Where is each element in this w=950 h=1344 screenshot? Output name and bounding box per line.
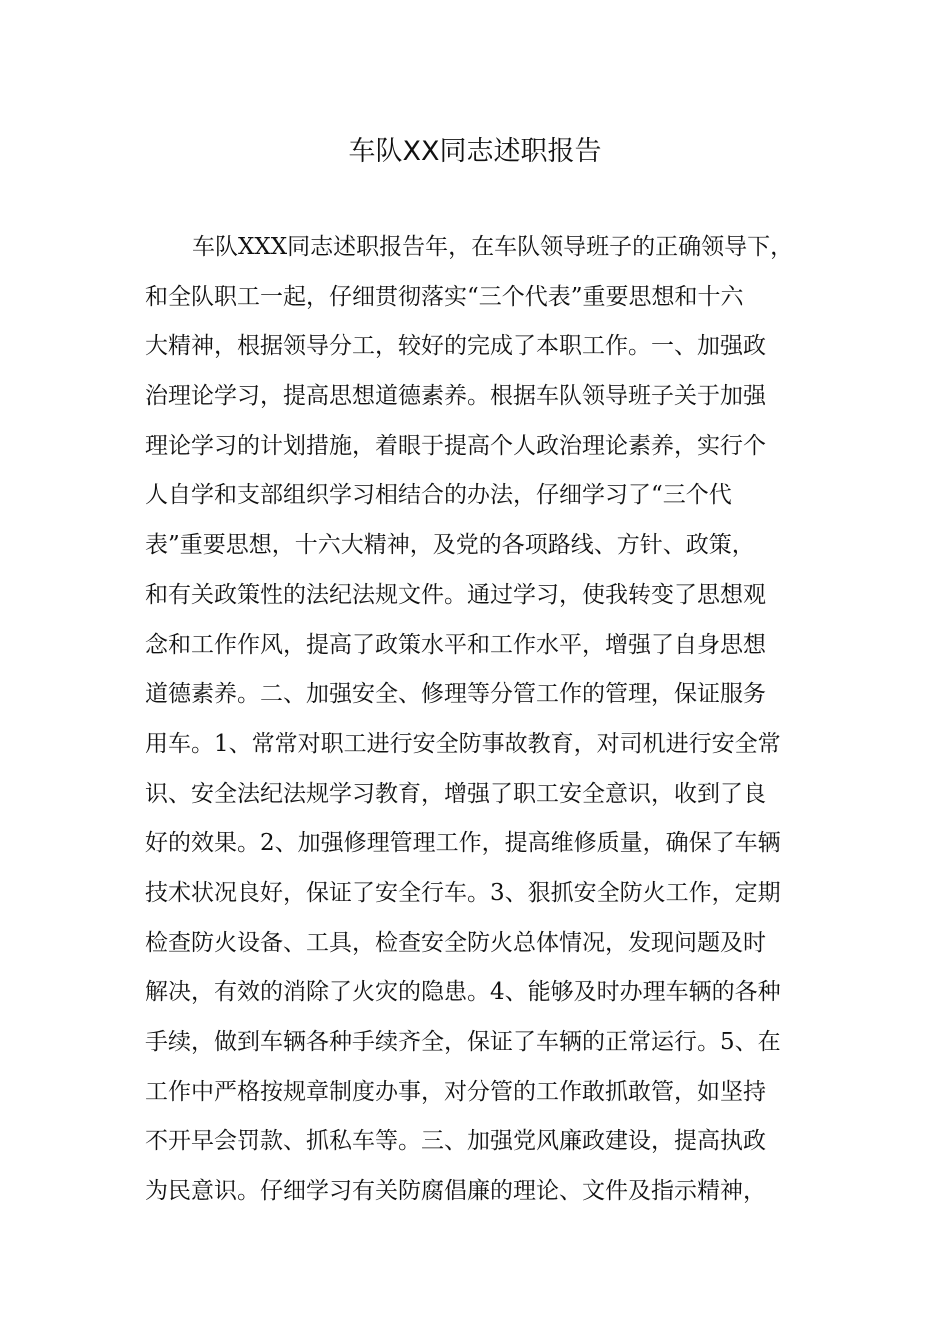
body-line-13: 好的效果。2、加强修理管理工作，提高维修质量，确保了车辆 <box>145 830 781 857</box>
body-line-1: 车队XXX同志述职报告年，在车队领导班子的正确领导下， <box>192 234 794 260</box>
document-body <box>145 229 825 1223</box>
document-title: 车队XX同志述职报告 <box>348 136 602 167</box>
body-line-7: 表”重要思想，十六大精神，及党的各项路线、方针、政策， <box>145 532 755 559</box>
body-line-17: 手续，做到车辆各种手续齐全，保证了车辆的正常运行。5、在 <box>145 1029 781 1055</box>
body-line-11: 用车。1、常常对职工进行安全防事故教育，对司机进行安全常 <box>145 730 781 757</box>
body-line-12: 识、安全法纪法规学习教育，增强了职工安全意识，收到了良 <box>145 780 766 807</box>
body-line-4: 治理论学习，提高思想道德素养。根据车队领导班子关于加强 <box>145 383 766 410</box>
body-line-14: 技术状况良好，保证了安全行车。3、狠抓安全防火工作，定期 <box>145 879 781 906</box>
body-line-19: 不开早会罚款、抓私车等。三、加强党风廉政建设，提高执政 <box>145 1128 766 1155</box>
body-line-6: 人自学和支部组织学习相结合的办法，仔细学习了“三个代 <box>145 482 732 509</box>
body-line-3: 大精神，根据领导分工，较好的完成了本职工作。一、加强政 <box>145 333 766 360</box>
body-line-20: 为民意识。仔细学习有关防腐倡廉的理论、文件及指示精神， <box>145 1178 766 1205</box>
body-line-15: 检查防火设备、工具，检查安全防火总体情况，发现问题及时 <box>145 929 766 956</box>
body-line-8: 和有关政策性的法纪法规文件。通过学习，使我转变了思想观 <box>145 581 766 608</box>
body-line-16: 解决，有效的消除了火灾的隐患。4、能够及时办理车辆的各种 <box>145 979 781 1006</box>
body-line-9: 念和工作作风，提高了政策水平和工作水平，增强了自身思想 <box>145 631 766 658</box>
body-line-10: 道德素养。二、加强安全、修理等分管工作的管理，保证服务 <box>145 681 766 708</box>
body-line-5: 理论学习的计划措施，着眼于提高个人政治理论素养，实行个 <box>145 432 766 459</box>
body-line-2: 和全队职工一起，仔细贯彻落实“三个代表”重要思想和十六 <box>145 283 744 310</box>
body-line-18: 工作中严格按规章制度办事，对分管的工作敢抓敢管，如坚持 <box>145 1078 766 1105</box>
